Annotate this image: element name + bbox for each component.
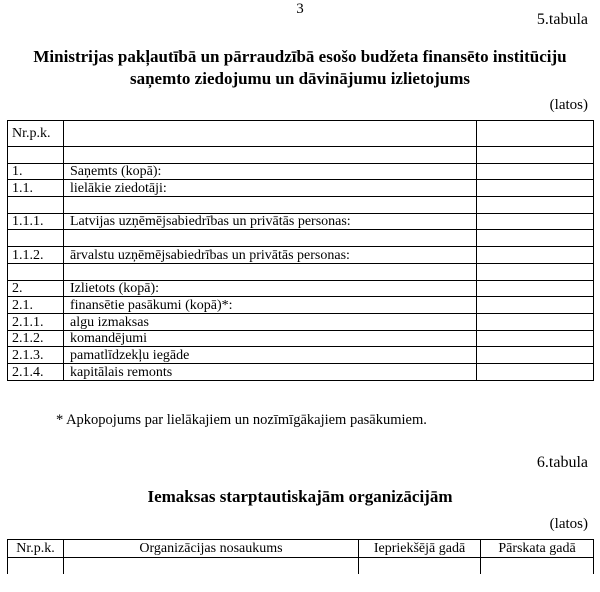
row-description: kapitālais remonts — [64, 363, 477, 380]
row-description: finansētie pasākumi (kopā)*: — [64, 297, 477, 314]
table5-header-no: Nr.p.k. — [8, 121, 64, 147]
table-row — [8, 330, 594, 347]
row-value — [477, 347, 594, 364]
table6-header-row — [8, 540, 594, 558]
row-description: algu izmaksas — [64, 313, 477, 330]
row-value — [477, 230, 594, 247]
table5-header-blank — [64, 121, 477, 147]
table5-header-value — [477, 121, 594, 147]
table5 — [7, 120, 594, 381]
row-description — [64, 263, 477, 280]
row-value — [477, 280, 594, 297]
row-number: 2.1.4. — [8, 363, 64, 380]
table6-header-previous-year: Iepriekšējā gadā — [359, 540, 481, 558]
table6 — [7, 539, 594, 574]
table-row — [8, 163, 594, 180]
table6-title: Iemaksas starptautiskajām organizācijām — [147, 487, 453, 506]
row-number — [8, 263, 64, 280]
table-row — [8, 263, 594, 280]
row-value — [477, 247, 594, 264]
table6-empty-row — [8, 558, 594, 575]
page-number: 3 — [296, 1, 304, 17]
table5-label: 5.tabula — [536, 11, 588, 28]
row-number: 2. — [8, 280, 64, 297]
table5-title-line1: Ministrijas pakļautībā un pārraudzībā esošo budžeta finansēto institūciju — [33, 47, 567, 66]
row-number — [8, 197, 64, 214]
row-value — [477, 297, 594, 314]
row-number: 1.1. — [8, 180, 64, 197]
row-description: Saņemts (kopā): — [64, 163, 477, 180]
table-row — [8, 197, 594, 214]
row-number: 2.1.2. — [8, 330, 64, 347]
table6-header-no: Nr.p.k. — [8, 540, 64, 558]
row-value — [477, 330, 594, 347]
row-description: Latvijas uzņēmējsabiedrības un privātās personas: — [64, 213, 477, 230]
row-number — [8, 230, 64, 247]
table5-spacer-row — [8, 147, 594, 164]
table-row — [8, 230, 594, 247]
row-description: lielākie ziedotāji: — [64, 180, 477, 197]
row-number: 1.1.2. — [8, 247, 64, 264]
row-description: komandējumi — [64, 330, 477, 347]
table5-units: (latos) — [549, 97, 588, 113]
table-row — [8, 180, 594, 197]
table6-units: (latos) — [549, 516, 588, 532]
table-row — [8, 347, 594, 364]
row-number: 2.1. — [8, 297, 64, 314]
row-description: pamatlīdzekļu iegāde — [64, 347, 477, 364]
table-row — [8, 213, 594, 230]
row-number: 1. — [8, 163, 64, 180]
row-description: ārvalstu uzņēmējsabiedrības un privātās personas: — [64, 247, 477, 264]
row-description — [64, 230, 477, 247]
table6-header-reporting-year: Pārskata gadā — [481, 540, 594, 558]
table5-title-line2: saņemto ziedojumu un dāvinājumu izlietojums — [129, 69, 471, 88]
row-value — [477, 263, 594, 280]
row-value — [477, 163, 594, 180]
row-number: 2.1.1. — [8, 313, 64, 330]
table-row — [8, 280, 594, 297]
table-row — [8, 297, 594, 314]
row-description: Izlietots (kopā): — [64, 280, 477, 297]
table-row — [8, 363, 594, 380]
table5-footnote: * Apkopojums par lielākajiem un nozīmīgākajiem pasākumiem. — [56, 412, 427, 428]
table6-label: 6.tabula — [536, 454, 588, 471]
table-row — [8, 313, 594, 330]
table-row — [8, 247, 594, 264]
row-number: 1.1.1. — [8, 213, 64, 230]
row-value — [477, 363, 594, 380]
row-value — [477, 197, 594, 214]
row-value — [477, 180, 594, 197]
row-value — [477, 313, 594, 330]
row-description — [64, 197, 477, 214]
row-number: 2.1.3. — [8, 347, 64, 364]
table6-header-org-name: Organizācijas nosaukums — [64, 540, 359, 558]
row-value — [477, 213, 594, 230]
table5-header-row — [8, 121, 594, 147]
